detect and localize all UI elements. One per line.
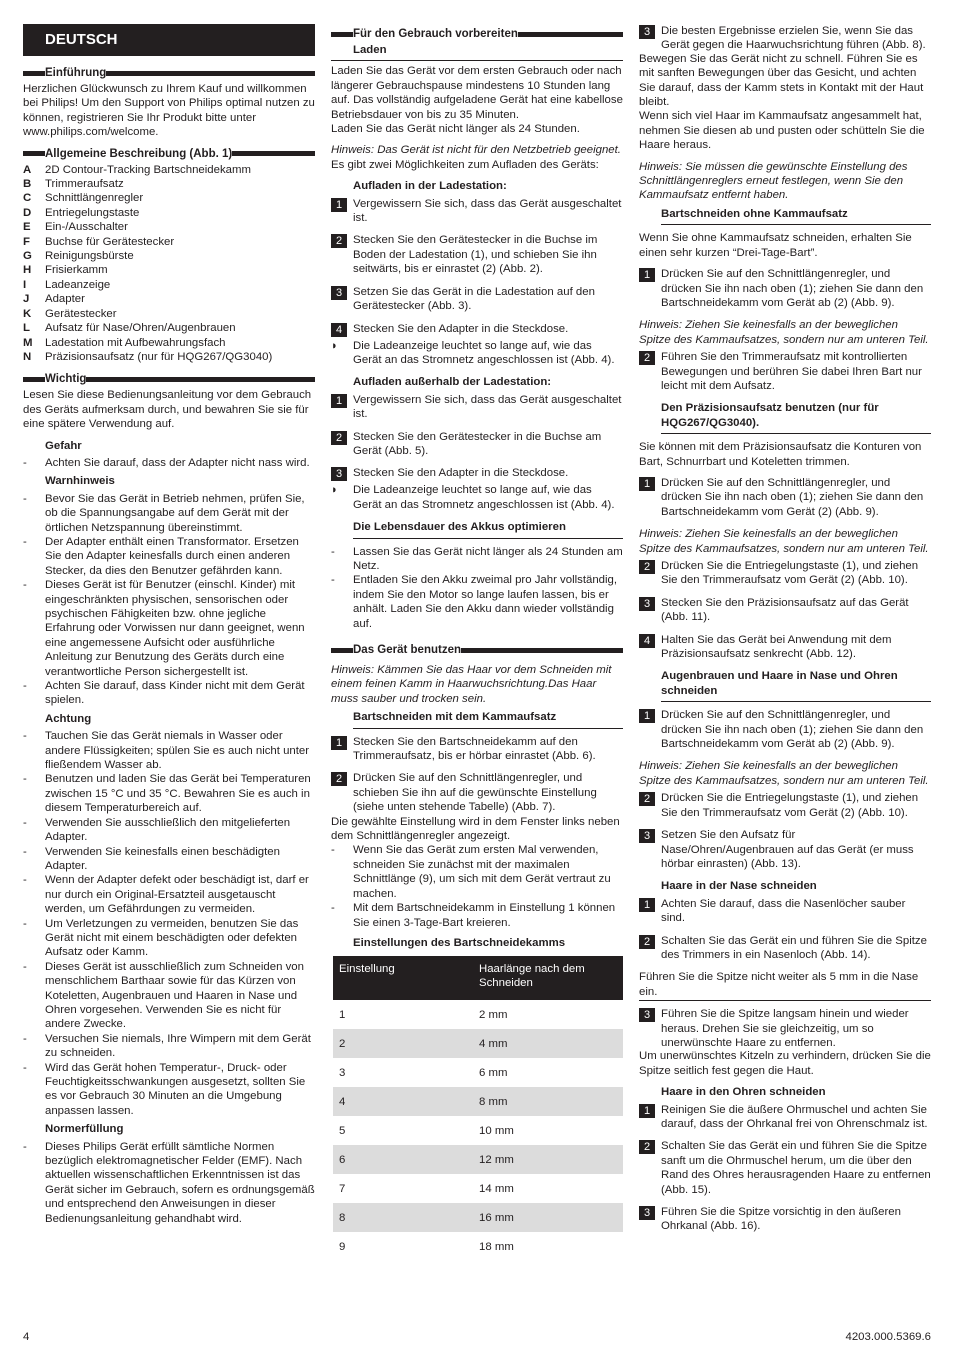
step-item — [639, 596, 931, 625]
step-item — [331, 233, 623, 276]
step-text: Führen Sie die Spitze vorsichtig in den äußeren Ohrkanal (Abb. 16). — [661, 1206, 901, 1233]
step-number: 2 — [639, 351, 655, 365]
ear-steps — [639, 1103, 931, 1234]
ear-heading: Haare in den Ohren schneiden — [661, 1086, 826, 1099]
language-band: DEUTSCH — [23, 24, 315, 56]
dash-marker: - — [23, 730, 27, 743]
dash-marker: - — [23, 1140, 27, 1153]
list-item-text: Achten Sie darauf, dass Kinder nicht mit dem Gerät spielen. — [45, 680, 305, 707]
part-letter: C — [23, 192, 32, 205]
part-item — [23, 235, 315, 249]
charging-options: Es gibt zwei Möglichkeiten zum Aufladen des Geräts: — [331, 158, 599, 171]
part-item — [23, 206, 315, 220]
table-cell-setting: 7 — [339, 1182, 346, 1195]
part-letter: D — [23, 206, 32, 219]
part-letter: M — [23, 336, 33, 349]
step-number: 1 — [331, 198, 347, 212]
part-name: Reinigungsbürste — [45, 250, 134, 263]
outside-steps — [331, 393, 623, 482]
station-heading: Aufladen in der Ladestation: — [353, 180, 507, 193]
brows-step-1: 1 Drücken Sie auf den Schnittlängenregler, und drücken Sie ihn nach oben (1); ziehen Sie dann den Bartschneidekamm vom Gerät ab (2) (Abb. 9). — [639, 708, 931, 751]
table-row — [333, 1087, 623, 1116]
brows-note: Hinweis: Ziehen Sie keinesfalls an der beweglichen Spitze des Kammaufsatzes, sondern nur am unteren Teil. — [639, 760, 929, 787]
step-number: 1 — [639, 709, 655, 723]
part-name: Gerätestecker — [45, 307, 117, 320]
step-item — [639, 1205, 931, 1234]
part-name: Schnittlängenregler — [45, 192, 144, 205]
brows-heading: Augenbrauen und Haare in Nase und Ohren schneiden — [661, 669, 931, 702]
step-item — [639, 828, 931, 871]
table-row — [333, 1029, 623, 1058]
table-cell-length: 12 mm — [473, 1145, 623, 1174]
step-number: 4 — [331, 323, 347, 337]
important-text: Lesen Sie diese Bedienungsanleitung vor dem Gebrauch des Geräts aufmerksam durch, und bewahren Sie sie für eine spätere Verwendung auf. — [23, 389, 312, 431]
nocomb-note: Hinweis: Ziehen Sie keinesfalls an der beweglichen Spitze des Kammaufsatzes, sondern nur am unteren Teil. — [639, 319, 929, 346]
part-letter: B — [23, 178, 32, 191]
danger-heading: Gefahr — [45, 439, 82, 452]
section-heading-intro: Einführung — [23, 66, 315, 80]
warning-heading: Warnhinweis — [45, 475, 115, 488]
list-item-text: Versuchen Sie niemals, Ihre Wimpern mit dem Gerät zu schneiden. — [45, 1032, 311, 1060]
step-number: 1 — [639, 1104, 655, 1118]
table-cell-length: 6 mm — [479, 1066, 508, 1079]
list-item — [331, 843, 623, 901]
charging-text-block — [331, 60, 623, 136]
part-name: Ein-/Ausschalter — [45, 221, 128, 234]
settings-heading: Einstellungen des Bartschneidekamms — [353, 936, 566, 949]
step-text: Stecken Sie den Präzisionsaufsatz auf das Gerät (Abb. 11). — [661, 596, 909, 624]
station-result: ◗ Die Ladeanzeige leuchtet so lange auf, wie das Gerät an das Stromnetz angeschlossen ist (Abb. 4). — [331, 339, 615, 366]
list-item — [331, 573, 623, 631]
charging-heading: Laden — [353, 44, 387, 56]
table-header-length: Haarlänge nach dem Schneiden — [473, 956, 623, 1000]
step-item — [331, 466, 623, 481]
step-item — [639, 1103, 931, 1132]
step-number: 3 — [639, 1008, 655, 1022]
step-number: 3 — [639, 1206, 655, 1220]
dash-marker: - — [23, 960, 27, 973]
nocomb-step-2: 2 Führen Sie den Trimmeraufsatz mit kontrollierten Bewegungen und berühren Sie dabei Ihren Bart nur leicht mit dem Aufsatz. — [639, 350, 931, 393]
list-item-text: Wird das Gerät hohen Temperatur-, Druck- oder Feuchtigkeitsschwankungen ausgesetzt, sollten Sie es vor Gebrauch 30 Minuten an die Umgebung anpassen lassen. — [45, 1061, 306, 1117]
nose-heading: Haare in der Nase schneiden — [661, 880, 817, 893]
precision-step-1: 1 Drücken Sie auf den Schnittlängenregler, und drücken Sie ihn nach oben (1); ziehen Sie dann den Bartschneidekamm vom Gerät (2) (Abb. 9). — [639, 476, 931, 519]
station-steps — [331, 197, 623, 337]
list-item — [23, 578, 315, 679]
step-text: Stecken Sie den Adapter in die Steckdose. — [353, 467, 569, 480]
step-text: Reinigen Sie die äußere Ohrmuschel und achten Sie darauf, dass der Ohrkanal frei von Ohrenschmalz ist. — [661, 1103, 928, 1130]
step-text: Drücken Sie auf den Schnittlängenregler, und schieben Sie ihn auf die gewünschte Einstellung (siehe unten stehende Tabelle) (Abb. 7). — [353, 772, 597, 814]
part-letter: G — [23, 250, 32, 263]
part-name: Adapter — [45, 293, 85, 306]
list-item-text: Benutzen und laden Sie das Gerät bei Temperaturen zwischen 15 °C und 35 °C. Bewahren Sie es auch in diesem Temperaturbereich auf. — [45, 773, 311, 815]
dash-marker: - — [23, 816, 27, 829]
list-item-text: Verwenden Sie ausschließlich den mitgelieferten Adapter. — [45, 816, 291, 844]
part-name: Ladestation mit Aufbewahrungsfach — [45, 336, 226, 349]
part-item — [23, 191, 315, 205]
parts-list — [23, 163, 315, 365]
dash-marker: - — [23, 680, 27, 693]
nocomb-step-1: 1 Drücken Sie auf den Schnittlängenregler, und drücken Sie ihn nach oben (1); ziehen Sie dann den Bartschneidekamm vom Gerät ab (2) (Abb. 9). — [639, 267, 931, 310]
part-item — [23, 163, 315, 177]
step-item — [639, 1139, 931, 1197]
dash-marker: - — [23, 917, 27, 930]
list-item-text: Verwenden Sie keinesfalls einen beschädigten Adapter. — [45, 845, 280, 872]
list-item-text: Wenn der Adapter defekt oder beschädigt ist, darf er nur durch ein Original-Ersatzteil ausgetauscht werden, um Gefährdungen zu vermeiden. — [45, 874, 309, 916]
step-number: 1 — [639, 268, 655, 282]
list-item — [23, 845, 315, 874]
table-row — [333, 1058, 623, 1087]
charging-text: Laden Sie das Gerät vor dem ersten Gebrauch oder nach längerer Gebrauchspause mindestens 10 Stunden lang auf. Das vollständig aufgeladene Gerät hat eine kabellose Betriebsdauer von bis zu 35 Minuten. — [331, 65, 623, 121]
compliance-heading: Normerfüllung — [45, 1123, 124, 1136]
caution-list — [23, 729, 315, 1118]
step-text: Drücken Sie die Entriegelungstaste (1), und ziehen Sie den Trimmeraufsatz vom Gerät (2) (Abb. 10). — [661, 560, 919, 587]
step-text: Drücken Sie die Entriegelungstaste (1), und ziehen Sie den Trimmeraufsatz vom Gerät (2) (Abb. 10). — [661, 792, 919, 819]
step-number: 1 — [639, 477, 655, 491]
step-item — [331, 322, 623, 337]
list-item-text: Dieses Gerät ist ausschließlich zum Schneiden von menschlichem Barthaar sowie für das Kürzen von Koteletten, Augenbrauen und Haaren in Nase und Ohren vorgesehen. Verwenden Sie es nicht für andere Zwecke. — [45, 960, 304, 1031]
step-number: 2 — [639, 1140, 655, 1154]
part-letter: N — [23, 350, 32, 363]
nocomb-heading: Bartschneiden ohne Kammaufsatz — [661, 207, 931, 225]
dash-marker: - — [331, 545, 335, 558]
comb-step-3: 3 Die besten Ergebnisse erzielen Sie, wenn Sie das Gerät gegen die Haarwuchsrichtung führen (Abb. 8). — [639, 24, 931, 53]
list-item-text: Um Verletzungen zu vermeiden, benutzen Sie das Gerät nicht mit einem beschädigten oder defekten Aufsatz oder Kamm. — [45, 917, 299, 959]
section-heading-use: Das Gerät benutzen — [331, 643, 623, 657]
list-item — [23, 492, 315, 535]
step-number: 2 — [639, 792, 655, 806]
part-letter: K — [23, 307, 32, 320]
document-code: 4203.000.5369.6 — [845, 1331, 931, 1343]
table-cell-setting: 4 — [333, 1087, 473, 1116]
part-name: Aufsatz für Nase/Ohren/Augenbrauen — [45, 322, 236, 335]
step-number: 1 — [639, 898, 655, 912]
settings-table — [333, 956, 623, 1261]
part-item — [23, 321, 315, 335]
speed-text: Bewegen Sie das Gerät nicht zu schnell. Führen Sie es mit sanften Bewegungen über das Gesicht, und achten Sie darauf, dass der Kamm stets in Kontakt mit der Haut bleibt. — [639, 52, 924, 109]
step-text: Achten Sie darauf, dass die Nasenlöcher sauber sind. — [661, 897, 906, 925]
part-item — [23, 263, 315, 277]
warning-list — [23, 492, 315, 708]
table-cell-length: 2 mm — [479, 1008, 508, 1021]
section-heading-prepare: Für den Gebrauch vorbereiten — [331, 27, 623, 41]
step-item — [331, 197, 623, 226]
table-cell-setting: 1 — [339, 1008, 346, 1021]
part-letter: H — [23, 264, 32, 277]
table-cell-length: 8 mm — [473, 1087, 623, 1116]
column-middle — [331, 24, 623, 1261]
step-text: Vergewissern Sie sich, dass das Gerät ausgeschaltet ist. — [353, 393, 622, 421]
list-item — [23, 535, 315, 578]
step-number: 4 — [639, 634, 655, 648]
part-name: Frisierkamm — [45, 264, 108, 277]
step-number: 2 — [331, 772, 347, 786]
part-item — [23, 249, 315, 263]
dash-marker: - — [331, 902, 335, 915]
part-item — [23, 307, 315, 321]
part-name: Präzisionsaufsatz (nur für HQG267/QG3040) — [45, 350, 273, 363]
list-item — [331, 901, 623, 930]
part-name: Ladeanzeige — [45, 278, 111, 291]
step-item — [331, 771, 623, 814]
list-item — [23, 456, 315, 470]
nocomb-text: Wenn Sie ohne Kammaufsatz schneiden, erhalten Sie einen sehr kurzen “Drei-Tage-Bart”. — [639, 232, 912, 259]
step-text: Setzen Sie den Aufsatz für Nase/Ohren/Augenbrauen auf das Gerät (er muss hörbar einrasten) (Abb. 13). — [661, 829, 914, 870]
list-item — [23, 816, 315, 845]
table-cell-setting: 2 — [333, 1029, 473, 1058]
part-item — [23, 350, 315, 364]
table-row — [333, 1000, 623, 1029]
list-item — [331, 545, 623, 574]
list-item-text: Lassen Sie das Gerät nicht länger als 24 Stunden am Netz. — [353, 545, 623, 572]
step-text: Stecken Sie den Gerätestecker in die Buchse im Boden der Ladestation (1), und schieben Sie ihn seitwärts, bis er einrastet (2) (Abb. 2). — [353, 234, 598, 276]
step-number: 2 — [331, 234, 347, 248]
list-item-text: Wenn Sie das Gerät zum ersten Mal verwenden, schneiden Sie zunächst mit der maximalen Schnittlänge (9), um sich mit dem Gerät vertraut zu machen. — [353, 844, 611, 900]
hair-removal-text: Wenn sich viel Haar im Kammaufsatz angesammelt hat, nehmen Sie diesen ab und pusten oder schütteln Sie die Haare heraus. — [639, 110, 925, 152]
list-item — [23, 729, 315, 772]
list-item-text: Entladen Sie den Akku zweimal pro Jahr vollständig, indem Sie den Motor so lange laufen lassen, bis er anhält. Laden Sie den Akku dann wieder vollständig auf. — [353, 574, 618, 630]
part-name: Trimmeraufsatz — [45, 178, 124, 191]
part-letter: L — [23, 322, 30, 335]
step-item — [331, 430, 623, 459]
list-item — [23, 960, 315, 1032]
step-item — [331, 735, 623, 764]
charging-note: Hinweis: Das Gerät ist nicht für den Netzbetrieb geeignet. — [331, 144, 621, 157]
table-cell-length: 18 mm — [479, 1240, 514, 1253]
table-cell-length: 16 mm — [473, 1203, 623, 1232]
step-item — [639, 791, 931, 820]
table-cell-setting: 3 — [339, 1066, 346, 1079]
column-right — [639, 24, 931, 1242]
comb-text: Die gewählte Einstellung wird in dem Fenster links neben dem Schnittlängenregler angezeigt. — [331, 815, 620, 843]
precision-text: Sie können mit dem Präzisionsaufsatz die Konturen von Bart, Schnurrbart und Koteletten trimmen. — [639, 441, 922, 468]
step-number: 1 — [331, 736, 347, 750]
step-text: Halten Sie das Gerät bei Anwendung mit dem Präzisionsaufsatz senkrecht (Abb. 12). — [661, 633, 892, 661]
table-row — [333, 1116, 623, 1145]
step-number: 1 — [331, 394, 347, 408]
brows-steps — [639, 791, 931, 871]
nose-warning: Führen Sie die Spitze nicht weiter als 5 mm in die Nase ein. — [639, 970, 931, 1001]
use-note: Hinweis: Kämmen Sie das Haar vor dem Schneiden mit einem feinen Kamm in Haarwuchsrichtung.Das Haar muss sauber und trocken sein. — [331, 664, 612, 705]
part-name: 2D Contour-Tracking Bartschneidekamm — [45, 163, 251, 176]
part-letter: A — [23, 163, 32, 176]
dash-marker: - — [23, 579, 27, 592]
caution-heading: Achtung — [45, 712, 92, 725]
list-item-text: Mit dem Bartschneidekamm in Einstellung 1 können Sie einen 3-Tage-Bart kreieren. — [353, 902, 616, 929]
comb-list — [331, 843, 623, 929]
step-text: Stecken Sie den Bartschneidekamm auf den Trimmeraufsatz, bis er hörbar einrastet (Abb. 6). — [353, 735, 596, 763]
part-letter: J — [23, 293, 30, 306]
list-item — [23, 1140, 315, 1226]
part-name: Entriegelungstaste — [45, 206, 140, 219]
step-number: 2 — [331, 431, 347, 445]
nose-step-3: 3 Führen Sie die Spitze langsam hinein und wieder heraus. Drehen Sie sie gleichzeitig, um so unerwünschte Haare zu entfernen. — [639, 1007, 931, 1050]
dash-marker: - — [23, 773, 27, 786]
step-item — [639, 897, 931, 926]
step-text: Stecken Sie den Adapter in die Steckdose. — [353, 322, 569, 335]
table-row — [333, 1203, 623, 1232]
step-item — [331, 393, 623, 422]
step-number: 2 — [639, 935, 655, 949]
section-heading-general: Allgemeine Beschreibung (Abb. 1) — [23, 147, 315, 161]
battery-heading: Die Lebensdauer des Akkus optimieren — [353, 520, 623, 538]
step-text: Stecken Sie den Gerätestecker in die Buchse am Gerät (Abb. 5). — [353, 430, 602, 457]
step-item — [331, 285, 623, 314]
dash-marker: - — [23, 874, 27, 887]
table-row — [333, 1174, 623, 1203]
dash-marker: - — [23, 535, 27, 548]
part-item — [23, 336, 315, 350]
intro-text: Herzlichen Glückwunsch zu Ihrem Kauf und willkommen bei Philips! Um den Support von Philips optimal nutzen zu können, registrieren Sie Ihr Produkt bitte unter www.philips.com/welcome. — [23, 83, 315, 139]
step-item — [639, 559, 931, 588]
table-cell-length: 10 mm — [479, 1124, 514, 1137]
step-item — [639, 633, 931, 662]
dash-marker: - — [23, 1061, 27, 1074]
table-header-setting: Einstellung — [333, 956, 473, 1000]
column-left — [23, 24, 315, 1226]
precision-steps — [639, 559, 931, 661]
list-item — [23, 679, 315, 708]
step-number: 3 — [639, 829, 655, 843]
step-number: 3 — [639, 597, 655, 611]
table-cell-setting: 9 — [339, 1240, 346, 1253]
step-item — [639, 934, 931, 963]
list-item-text: Dieses Philips Gerät erfüllt sämtliche Normen bezüglich elektromagnetischer Felder (EMF). Nach aktuellen wissenschaftlichen Erkenntnissen ist das Gerät sicher im Gebrauch, sofern es ordnungsgemäß und entsprechend den Anweisungen in dieser Bedienungsanleitung gehandhabt wird. — [45, 1140, 315, 1225]
part-item — [23, 177, 315, 191]
step-text: Setzen Sie das Gerät in die Ladestation auf den Gerätestecker (Abb. 3). — [353, 285, 595, 313]
dash-marker: - — [331, 844, 335, 857]
comb-note: Hinweis: Sie müssen die gewünschte Einstellung des Schnittlängenreglers erneut festlegen, wenn Sie den Kammaufsatz entfernt haben. — [639, 160, 908, 202]
nose-steps — [639, 897, 931, 963]
precision-heading: Den Präzisionsaufsatz benutzen (nur für HQG267/QG3040). — [661, 401, 931, 434]
list-item — [23, 772, 315, 815]
table-cell-length: 14 mm — [479, 1182, 514, 1195]
list-item — [23, 873, 315, 916]
step-number: 3 — [331, 286, 347, 300]
arrow-icon: ◗ — [331, 339, 338, 352]
dash-marker: - — [331, 574, 335, 587]
step-number: 2 — [639, 560, 655, 574]
table-cell-setting: 8 — [333, 1203, 473, 1232]
outside-heading: Aufladen außerhalb der Ladestation: — [353, 376, 552, 389]
outside-result: ◗ Die Ladeanzeige leuchtet so lange auf, wie das Gerät an das Stromnetz angeschlossen ist (Abb. 4). — [331, 484, 615, 511]
step-text: Vergewissern Sie sich, dass das Gerät ausgeschaltet ist. — [353, 197, 622, 225]
list-item-text: Achten Sie darauf, dass der Adapter nicht nass wird. — [45, 456, 310, 469]
comb-steps — [331, 735, 623, 815]
step-number: 3 — [331, 467, 347, 481]
dash-marker: - — [23, 492, 27, 505]
charging-text-limit: Laden Sie das Gerät nicht länger als 24 Stunden. — [331, 123, 580, 136]
danger-list — [23, 456, 315, 470]
nose-text: Um unerwünschtes Kitzeln zu verhindern, drücken Sie die Spitze seitlich fest gegen die Haut. — [639, 1050, 931, 1077]
part-letter: E — [23, 221, 31, 234]
part-letter: F — [23, 235, 30, 248]
part-letter: I — [23, 278, 27, 291]
step-number: 3 — [639, 25, 655, 39]
compliance-list — [23, 1140, 315, 1226]
list-item — [23, 1032, 315, 1061]
comb-heading: Bartschneiden mit dem Kammaufsatz — [353, 710, 623, 728]
step-text: Schalten Sie das Gerät ein und führen Sie die Spitze sanft um die Ohrmuschel herum, um die über den Rand des Ohres herausragenden Haare zu entfernen (Abb. 15). — [661, 1140, 931, 1196]
step-text: Schalten Sie das Gerät ein und führen Sie die Spitze des Trimmers in ein Nasenloch (Abb. 14). — [661, 934, 927, 961]
arrow-icon: ◗ — [331, 484, 338, 497]
dash-marker: - — [23, 1032, 27, 1045]
part-item — [23, 292, 315, 306]
dash-marker: - — [23, 456, 27, 469]
part-item — [23, 278, 315, 292]
part-item — [23, 220, 315, 234]
list-item — [23, 917, 315, 960]
section-heading-important: Wichtig — [23, 372, 315, 386]
battery-list — [331, 545, 623, 631]
table-row — [333, 1145, 623, 1174]
dash-marker: - — [23, 845, 27, 858]
table-row — [333, 1232, 623, 1261]
table-cell-setting: 5 — [339, 1124, 346, 1137]
list-item-text: Der Adapter enthält einen Transformator. Ersetzen Sie den Adapter keinesfalls durch einen anderen Stecker, da dies den Benutzer gefährden kann. — [45, 535, 299, 577]
part-name: Buchse für Gerätestecker — [45, 235, 175, 248]
list-item-text: Dieses Gerät ist für Benutzer (einschl. Kinder) mit eingeschränkten physischen, sensorischen oder psychischen Fähigkeiten bzw. ohne jegliche Erfahrung oder Vorwissen nur dann geeignet, wenn eine angemessene Aufsicht oder ausführliche Anleitung zur Benutzung des Geräts durch eine verantwortliche Person sichergestellt ist. — [45, 579, 305, 678]
list-item-text: Tauchen Sie das Gerät niemals in Wasser oder andere Flüssigkeiten; spülen Sie es auch nicht unter fließendem Wasser ab. — [45, 730, 310, 772]
table-cell-length: 4 mm — [473, 1029, 623, 1058]
precision-note: Hinweis: Ziehen Sie keinesfalls an der beweglichen Spitze des Kammaufsatzes, sondern nur am unteren Teil. — [639, 528, 929, 555]
list-item-text: Bevor Sie das Gerät in Betrieb nehmen, prüfen Sie, ob die Spannungsangabe auf dem Gerät mit der örtlichen Netzspannung übereinstimmt. — [45, 492, 305, 534]
page-number: 4 — [23, 1331, 30, 1343]
table-cell-setting: 6 — [333, 1145, 473, 1174]
list-item — [23, 1061, 315, 1119]
